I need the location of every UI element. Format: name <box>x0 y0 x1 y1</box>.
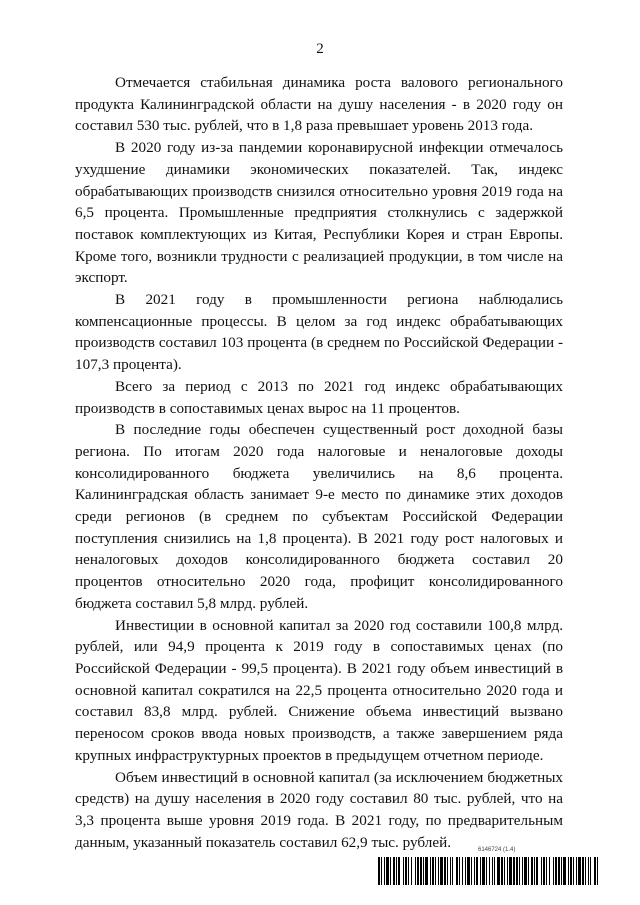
barcode-icon <box>378 857 600 885</box>
document-code: 6146724 (1.4) <box>478 847 516 853</box>
paragraph-grp: Отмечается стабильная динамика роста валового регионального продукта Калининградской области на душу населения - в 2020 году он составил 530 тыс. рублей, что в 1,8 раза превышает уровень 2013 года. <box>75 74 563 135</box>
paragraph-pandemic: В 2020 году из-за пандемии коронавирусной инфекции отмечалось ухудшение динамики экономических показателей. Так, индекс обрабатывающих производств снизился относительно уровня 2019 года на 6,5 процента. Промышленные предприятия столкнулись с задержкой поставок комплектующих из Китая, Республики Корея и стран Европы. Кроме того, возникли трудности с реализацией продукции, в том числе на экспорт. <box>75 139 563 287</box>
paragraph-industry-2021: В 2021 году в промышленности региона наблюдались компенсационные процессы. В целом за год индекс обрабатывающих производств составил 103 процента (в среднем по Российской Федерации - 107,3 процента). <box>75 291 563 374</box>
paragraph-investments: Инвестиции в основной капитал за 2020 год составили 100,8 млрд. рублей, или 94,9 процента к 2019 году в сопоставимых ценах (по Российской Федерации - 99,5 процента). В 2021 году объем инвестиций в основной капитал сократился на 22,5 процента относительно 2020 года и составил 83,8 млрд. рублей. Снижение объема инвестиций вызвано переносом сроков ввода новых производств, а также завершением ряда крупных инфраструктурных проектов в предыдущем отчетном периоде. <box>75 616 563 764</box>
paragraph-industry-total: Всего за период с 2013 по 2021 год индекс обрабатывающих производств в сопоставимых ценах вырос на 11 процентов. <box>75 377 563 417</box>
paragraph-investments-per-capita: Объем инвестиций в основной капитал (за исключением бюджетных средств) на душу населения в 2020 году составил 80 тыс. рублей, что на 3,3 процента выше уровня 2019 года. В 2021 году, по предварительным данным, указанный показатель составил 62,9 тыс. рублей. <box>75 768 563 851</box>
document-body <box>75 72 563 853</box>
page-number: 2 <box>316 41 324 57</box>
paragraph-budget-revenue: В последние годы обеспечен существенный рост доходной базы региона. По итогам 2020 года налоговые и неналоговые доходы консолидированного бюджета увеличились на 8,6 процента. Калининградская область занимает 9-е место по динамике этих доходов среди регионов (в среднем по субъектам Российской Федерации поступления снизились на 1,8 процента). В 2021 году рост налоговых и неналоговых доходов консолидированного бюджета составил 20 процентов относительно 2020 года, профицит консолидированного бюджета составил 5,8 млрд. рублей. <box>75 421 563 612</box>
